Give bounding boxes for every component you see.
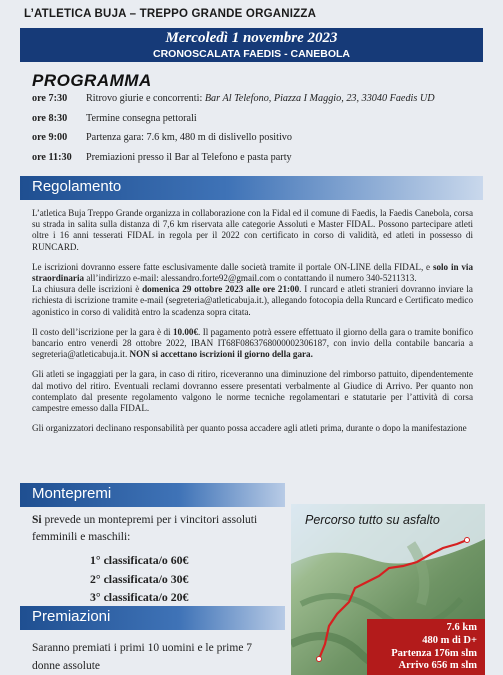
reg-fee: 10.00€: [173, 326, 199, 337]
schedule-desc: Termine consegna pettorali: [86, 112, 197, 124]
schedule-desc: Premiazioni presso il Bar al Telefono e pasta party: [86, 151, 292, 163]
reg-text: La chiusura delle iscrizioni è: [32, 284, 143, 295]
reg-paragraph-3: [32, 327, 473, 361]
schedule-row: [32, 132, 472, 152]
reg-text: . Il pagamento potrà essere effettuato il giorno della gara o tramite bonifico bancario entro venerdì 28 ottobre 2022, IBAN IT68F0863768000002306187, con invio della contabile bancaria a segreteria@atleticabuja.it.: [32, 326, 473, 360]
organizer-title: L’ATLETICA BUJA – TREPPO GRANDE ORGANIZZA: [24, 8, 317, 20]
regolamento-title: Regolamento: [32, 178, 122, 195]
prize-list: [90, 551, 188, 607]
route-distance: 7.6 km: [446, 622, 477, 633]
montepremi-title: Montepremi: [32, 485, 112, 502]
reg-paragraph-4: Gli atleti se ingaggiati per la gara, in caso di ritiro, riceveranno una diminuzione del rimborso pattuito, dipendentemente dal motivo del ritiro. Eventuali reclami dovranno essere presentati verbalmente al Giudice di Arrivo. Per quanto non contemplato dal presente regolamento valgono le norme tecniche regolamentari e statutarie per l’attività di corsa campestre emesso dalla FIDAL.: [32, 369, 473, 414]
schedule-list: [32, 93, 472, 171]
reg-text: Le iscrizioni dovranno essere fatte esclusivamente dalle società tramite il portale ON-LINE della FIDAL, e: [32, 261, 433, 272]
route-elevation-gain: 480 m di D+: [422, 634, 477, 646]
reg-text: . I runcard e atleti stranieri dovranno inviare la richiesta di iscrizione tramite e-mail (segreteria@atleticabuja.it.), allegando fotocopia della Runcard e Certificato medico agonistico in corso di validità entro la scadenza sopra citata.: [32, 284, 473, 317]
reg-paragraph-1: L’atletica Buja Treppo Grande organizza in collaborazione con la Fidal ed il comune di Faedis, la Faedis Canebola, corsa su strada in salita sulla distanza di 7,6 km riservata alle categorie Assoluti e Master FIDAL. Possono partecipare atleti oltre i 16 anni tesserati FIDAL in regola per il 2022 con certificato in corso di validità, ed atleti in possesso di RUNCARD.: [32, 208, 473, 252]
event-date: Mercoledì 1 novembre 2023: [165, 30, 338, 46]
prize-item: 2° classificata/o 30€: [90, 571, 189, 586]
schedule-time: ore 7:30: [32, 93, 68, 104]
schedule-location: Bar Al Telefono, Piazza I Maggio, 23, 33040 Faedis UD: [204, 93, 435, 104]
reg-bold: NON si accettano iscrizioni il giorno della gara.: [129, 349, 313, 360]
schedule-row: [32, 152, 472, 172]
schedule-desc: Ritrovo giurie e concorrenti:: [86, 93, 205, 104]
reg-bold: solo in via straordinaria: [32, 261, 473, 284]
map-title: Percorso tutto su asfalto: [305, 513, 440, 527]
prize-item: 3° classificata/o 20€: [90, 590, 189, 604]
premiazioni-text: Saranno premiati i primi 10 uomini e le prime 7 donne assolute: [32, 642, 253, 672]
regolamento-header: [20, 176, 483, 200]
schedule-time: ore 9:00: [32, 132, 68, 143]
montepremi-intro-text: prevede un montepremi per i vincitori assoluti femminili e maschili:: [32, 514, 258, 543]
finish-marker: [465, 538, 470, 543]
reg-paragraph-5: Gli organizzatori declinano responsabilità per quanto possa accadere agli atleti prima, durante o dopo la manifestazione: [32, 423, 467, 434]
premiazioni-title: Premiazioni: [32, 608, 111, 625]
regolamento-body: [32, 208, 473, 443]
event-name: CRONOSCALATA FAEDIS - CANEBOLA: [153, 48, 350, 60]
schedule-text: [86, 93, 472, 113]
schedule-row: [32, 113, 472, 133]
route-finish-altitude: Arrivo 656 m slm: [398, 660, 477, 672]
reg-paragraph-2: [32, 262, 473, 318]
reg-deadline: domenica 29 ottobre 2023 alle ore 21:00: [142, 284, 300, 295]
start-marker: [317, 657, 322, 662]
route-info-box: [367, 619, 485, 675]
programma-title: PROGRAMMA: [32, 71, 152, 90]
premiazioni-header: [20, 606, 285, 630]
reg-text: all’indirizzo e-mail: alessandro.forte92@gmail.com o contattando il numero 340-5211313.: [84, 273, 417, 284]
montepremi-intro: [32, 512, 264, 546]
prize-item: 1° classificata/o 60€: [90, 553, 189, 567]
date-banner: [20, 28, 483, 62]
route-map: [291, 504, 485, 675]
schedule-desc: Partenza gara: 7.6 km, 480 m di dislivello positivo: [86, 132, 292, 143]
schedule-row: [32, 93, 472, 113]
schedule-time: ore 8:30: [32, 112, 68, 124]
montepremi-header: [20, 483, 285, 507]
reg-text: Il costo dell’iscrizione per la gara è di: [32, 326, 173, 337]
route-start-altitude: Partenza 176m slm: [391, 647, 477, 659]
schedule-time: ore 11:30: [32, 151, 72, 163]
montepremi-intro-bold: Si: [32, 514, 42, 526]
